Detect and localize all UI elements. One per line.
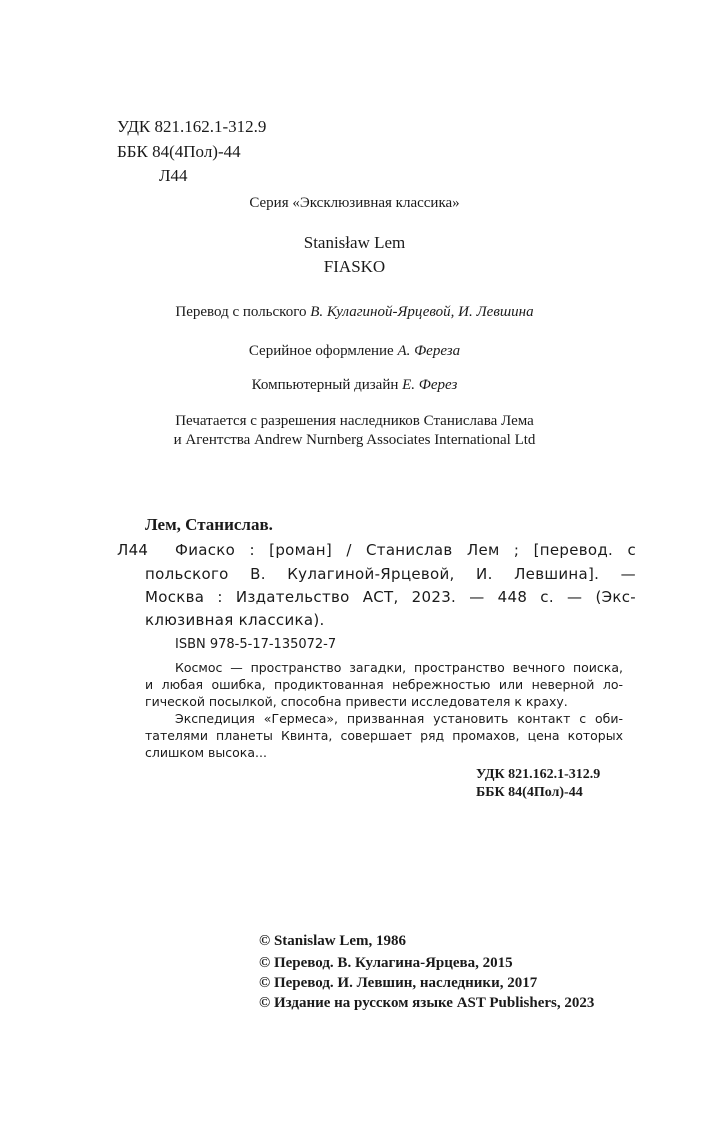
annotation-line-6: слишком высока...	[145, 745, 267, 760]
computer-designer: Е. Ферез	[402, 377, 458, 393]
author-mark: Л44	[159, 166, 188, 185]
translators: В. Кулагиной-Ярцевой, И. Левшина	[310, 304, 534, 320]
bbk-code: ББК 84(4Пол)-44	[117, 142, 241, 161]
series-design-credit	[0, 343, 709, 360]
isbn: ISBN 978-5-17-135072-7	[175, 637, 337, 652]
original-title: FIASKO	[323, 257, 386, 276]
copyright-line-4: © Издание на русском языке AST Publishers, 2023	[259, 995, 595, 1011]
computer-design-label: Компьютерный дизайн	[251, 377, 399, 393]
computer-design-credit	[0, 377, 709, 394]
copyright-line-1: © Stanislaw Lem, 1986	[259, 933, 407, 949]
annotation-line-1: Космос — пространство загадки, пространство вечного поиска,	[175, 660, 623, 675]
copyright-line-2: © Перевод. В. Кулагина-Ярцева, 2015	[259, 955, 513, 971]
series-line: Серия «Эксклюзивная классика»	[249, 195, 460, 211]
catalog-heading: Лем, Станислав.	[145, 515, 273, 534]
permission-line-2: и Агентства Andrew Nurnberg Associates International Ltd	[173, 432, 536, 448]
catalog-line-1: Фиаско : [роман] / Станислав Лем ; [перевод. с	[175, 541, 636, 559]
udk-code-bottom: УДК 821.162.1-312.9	[476, 767, 601, 782]
copyright-line-3: © Перевод. И. Левшин, наследники, 2017	[259, 975, 538, 991]
annotation-line-5: тателями планеты Квинта, совершает ряд промахов, цена которых	[145, 728, 623, 743]
catalog-line-2: польского В. Кулагиной-Ярцевой, И. Левшина]. —	[145, 565, 636, 583]
permission-line-1: Печатается с разрешения наследников Станислава Лема	[175, 413, 534, 429]
translation-label: Перевод с польского	[175, 304, 307, 320]
catalog-line-4: клюзивная классика).	[145, 611, 325, 629]
annotation-line-3: гической посылкой, способна привести исследователя к краху.	[145, 694, 568, 709]
udk-code: УДК 821.162.1-312.9	[117, 117, 267, 136]
bbk-code-bottom: ББК 84(4Пол)-44	[476, 785, 583, 800]
catalog-line-3: Москва : Издательство АСТ, 2023. — 448 с. — (Экс-	[145, 588, 636, 606]
series-designer: А. Фереза	[397, 343, 461, 359]
annotation-line-4: Экспедиция «Гермеса», призванная установить контакт с оби-	[175, 711, 623, 726]
original-author: Stanisław Lem	[303, 233, 406, 252]
translation-credit	[0, 304, 709, 321]
series-design-label: Серийное оформление	[248, 343, 394, 359]
annotation-line-2: и любая ошибка, продиктованная небрежностью или неверной ло-	[145, 677, 623, 692]
catalog-mark: Л44	[117, 541, 149, 559]
